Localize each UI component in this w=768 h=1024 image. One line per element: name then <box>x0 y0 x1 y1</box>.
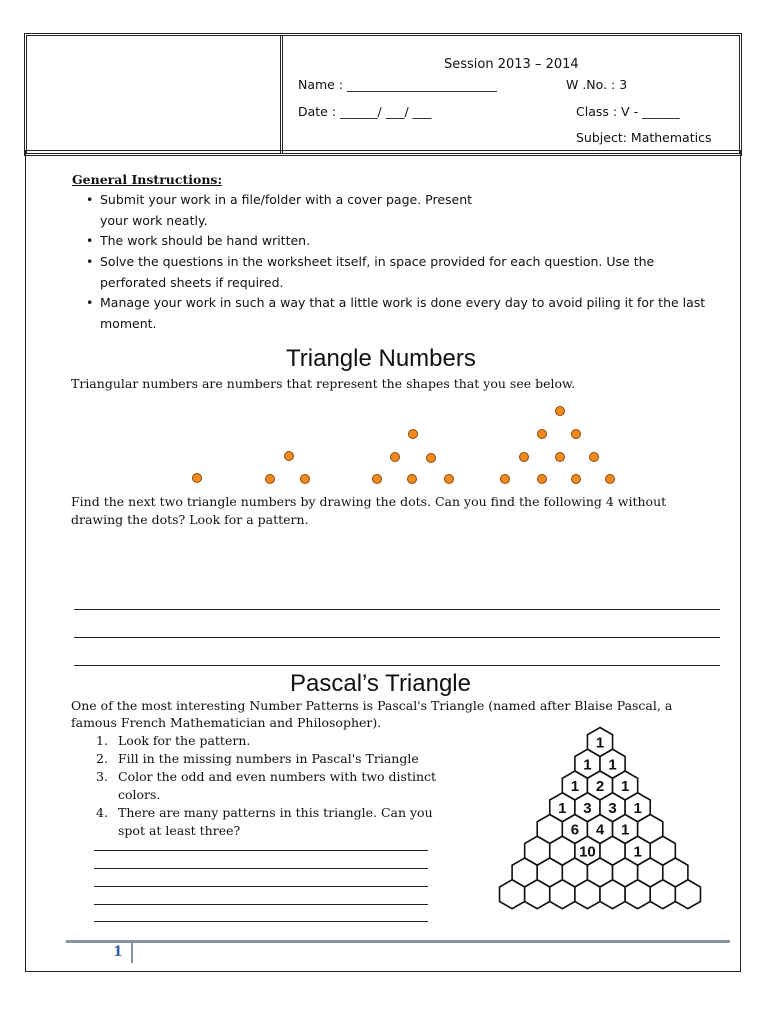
instruction-text: moment. <box>100 316 157 331</box>
hexagon-number: 1 <box>633 843 642 861</box>
pascal-task-list <box>96 732 476 840</box>
list-text: Color the odd and even numbers with two distinct <box>118 769 437 784</box>
dot <box>500 474 510 484</box>
dot <box>407 474 417 484</box>
dot <box>265 474 275 484</box>
class-field[interactable]: Class : V - ______ <box>576 104 680 119</box>
dot <box>605 474 615 484</box>
answer-line[interactable] <box>74 665 720 666</box>
hexagon-number: 1 <box>620 821 630 839</box>
page-number: 1 <box>113 944 123 960</box>
answer-line[interactable] <box>94 886 428 887</box>
hexagon-number: 1 <box>608 756 617 774</box>
subject-label: Subject: Mathematics <box>576 130 712 145</box>
list-text: There are many patterns in this triangle. Can you <box>118 805 433 820</box>
dot <box>519 452 529 462</box>
answer-line[interactable] <box>94 921 428 922</box>
list-text: colors. <box>118 787 161 802</box>
list-number: 3. <box>96 769 108 784</box>
hexagon-number: 1 <box>570 778 580 795</box>
dot <box>555 452 565 462</box>
hexagon-number: 2 <box>595 778 605 795</box>
hexagon-number: 3 <box>608 799 617 817</box>
dot <box>192 473 202 483</box>
list-item <box>96 786 476 804</box>
hexagon-cell[interactable] <box>625 880 650 909</box>
pascal-intro-line-1: One of the most interesting Number Patterns is Pascal's Triangle (named after Blaise Pascal, a <box>71 698 673 713</box>
list-number: 2. <box>96 751 108 766</box>
list-item <box>96 822 476 840</box>
pascal-hexagon-triangle <box>480 718 730 943</box>
pascal-hexagon-svg <box>480 718 730 943</box>
hexagon-number: 4 <box>595 821 605 839</box>
instruction-text: Submit your work in a file/folder with a cover page. Present <box>100 192 473 207</box>
hexagon-number: 1 <box>620 778 630 795</box>
dot <box>408 429 418 439</box>
name-field[interactable]: Name : ________________________ <box>298 77 498 92</box>
hexagon-cell[interactable] <box>650 880 675 909</box>
date-field[interactable]: Date : ______/ ___/ ___ <box>298 104 432 119</box>
footer-divider <box>131 941 133 963</box>
session-label: Session 2013 – 2014 <box>444 57 579 72</box>
instruction-item <box>86 231 726 251</box>
dot <box>284 451 294 461</box>
list-number: 4. <box>96 805 108 820</box>
instruction-continued <box>86 314 726 334</box>
hexagon-number: 1 <box>595 734 605 752</box>
hexagon-number: 1 <box>633 799 642 817</box>
instruction-continued <box>86 273 726 293</box>
dot <box>537 474 547 484</box>
list-item <box>96 768 476 786</box>
list-text: Fill in the missing numbers in Pascal's Triangle <box>118 751 419 766</box>
header-blank-cell <box>27 36 283 153</box>
hexagon-number: 1 <box>583 756 592 774</box>
hexagon-number: 3 <box>583 799 592 817</box>
instructions-list <box>86 190 726 334</box>
hexagon-cell[interactable] <box>550 880 575 909</box>
hexagon-number: 6 <box>570 821 580 839</box>
answer-line[interactable] <box>94 850 428 851</box>
worksheet-number: W .No. : 3 <box>566 77 628 92</box>
instructions-title: General Instructions: <box>72 172 223 187</box>
list-text: spot at least three? <box>118 823 241 838</box>
instruction-item <box>86 293 726 313</box>
hexagon-cell[interactable] <box>500 880 525 909</box>
answer-line[interactable] <box>94 904 428 905</box>
instruction-text: Manage your work in such a way that a little work is done every day to avoid piling it for the last <box>100 295 706 310</box>
dot <box>300 474 310 484</box>
dot <box>390 452 400 462</box>
hexagon-number: 1 <box>558 799 567 817</box>
triangle-question-line-2: drawing the dots? Look for a pattern. <box>71 512 309 527</box>
instruction-text: Solve the questions in the worksheet itself, in space provided for each question. Use the <box>100 254 655 269</box>
dot <box>571 474 581 484</box>
hexagon-number: 10 <box>579 843 596 861</box>
answer-line[interactable] <box>94 868 428 869</box>
list-item <box>96 732 476 750</box>
footer-rule <box>66 940 730 943</box>
dot <box>589 452 599 462</box>
dot <box>555 406 565 416</box>
list-text: Look for the pattern. <box>118 733 251 748</box>
instruction-text: perforated sheets if required. <box>100 275 284 290</box>
list-item <box>96 804 476 822</box>
hexagon-cell[interactable] <box>575 880 600 909</box>
triangle-intro: Triangular numbers are numbers that represent the shapes that you see below. <box>71 376 576 391</box>
triangle-numbers-title: Triangle Numbers <box>286 345 476 372</box>
instruction-text: your work neatly. <box>100 213 208 228</box>
instruction-item <box>86 190 726 210</box>
dot <box>444 474 454 484</box>
triangle-question-line-1: Find the next two triangle numbers by drawing the dots. Can you find the following 4 without <box>71 494 667 509</box>
dot <box>426 453 436 463</box>
answer-line[interactable] <box>74 637 720 638</box>
list-number: 1. <box>96 733 108 748</box>
hexagon-cell[interactable] <box>600 880 625 909</box>
pascal-triangle-title: Pascal’s Triangle <box>290 670 471 697</box>
hexagon-cell[interactable] <box>525 880 550 909</box>
instruction-text: The work should be hand written. <box>100 233 311 248</box>
hexagon-cell[interactable] <box>675 880 700 909</box>
instruction-item <box>86 252 726 272</box>
dot <box>571 429 581 439</box>
answer-line[interactable] <box>74 609 720 610</box>
dot <box>537 429 547 439</box>
list-item <box>96 750 476 768</box>
instruction-continued <box>86 211 726 231</box>
dot <box>372 474 382 484</box>
pascal-intro-line-2: famous French Mathematician and Philosopher). <box>71 715 382 730</box>
